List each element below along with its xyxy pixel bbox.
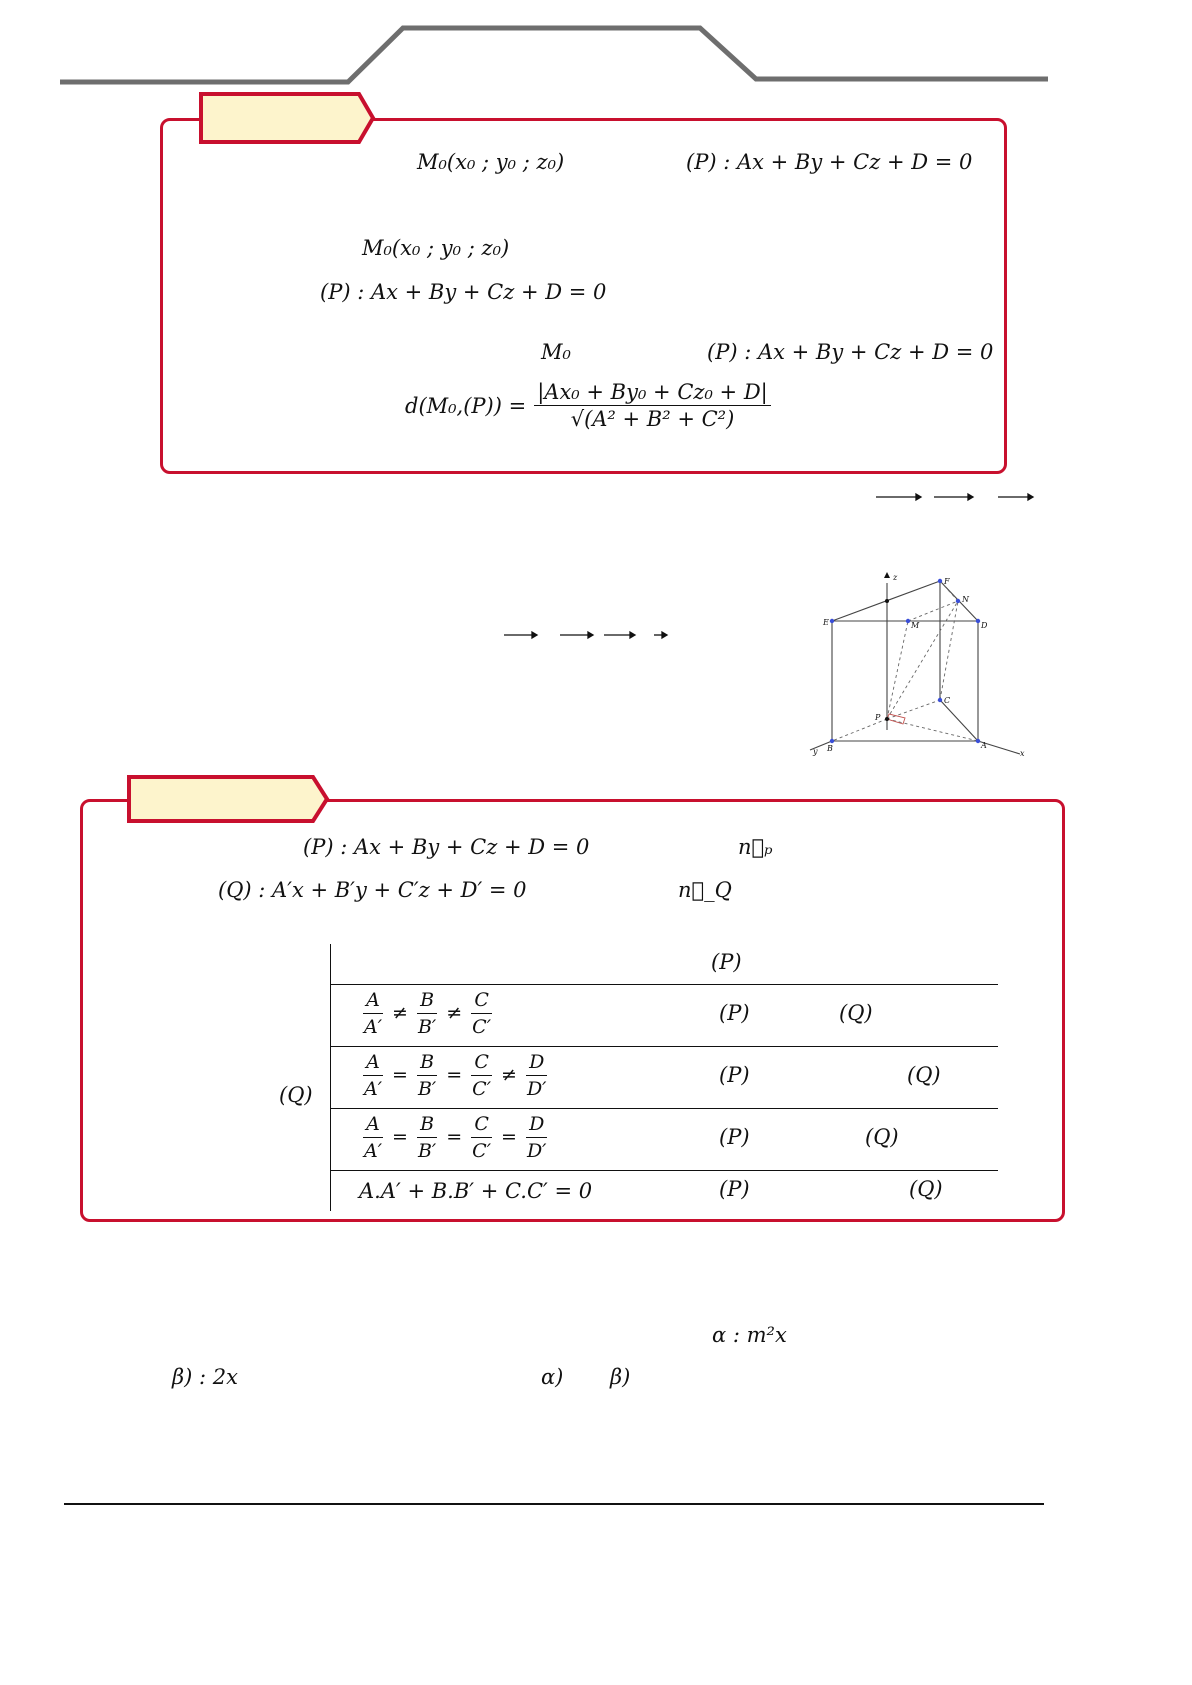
plane-p-distance: (P) : Ax + By + Cz + D = 0: [707, 340, 994, 364]
distance-fraction: [534, 380, 771, 431]
cond-coincide: $\frac{A}{A'}$ = $\frac{B}{B'}$ = $\frac{C}{C'}$ = $\frac{D}{D'}$: [364, 1113, 547, 1162]
distance-numerator: |Ax₀ + By₀ + Cz₀ + D|: [534, 380, 771, 406]
row2-p: (P): [719, 1063, 750, 1087]
header-p: (P): [711, 950, 742, 974]
distance-denominator: √(A² + B² + C²): [570, 407, 735, 431]
row1-p: (P): [719, 1001, 750, 1025]
label-a: A: [981, 741, 987, 750]
label-x: x: [1020, 749, 1025, 758]
header-rule: [60, 28, 1048, 82]
table-row: [330, 1047, 998, 1109]
section-tag-2: [127, 775, 332, 825]
plane-p-equation: (P) : Ax + By + Cz + D = 0: [686, 150, 973, 174]
cond-perpendicular: A.A′ + B.B′ + C.C′ = 0: [359, 1179, 593, 1203]
label-d: D: [981, 621, 988, 630]
header-ornament: [0, 0, 1192, 100]
prism-figure: [805, 570, 1045, 770]
row3-q: (Q): [865, 1125, 899, 1149]
label-b: B: [827, 744, 833, 753]
label-m: M: [911, 621, 920, 630]
normal-vector-q: n⃗_Q: [678, 878, 732, 902]
label-f: F: [944, 577, 950, 586]
distance-lhs: d(M₀,(P)) =: [405, 393, 527, 418]
label-e: E: [823, 618, 829, 627]
table-row: [330, 1171, 998, 1211]
row3-p: (P): [719, 1125, 750, 1149]
plane-p-given: (P) : Ax + By + Cz + D = 0: [320, 280, 607, 304]
label-y: y: [813, 747, 818, 756]
alpha-paren: α): [541, 1365, 564, 1389]
table-left-label: (Q): [279, 1083, 313, 1107]
footer-rule: [64, 1503, 1044, 1505]
beta-equation: β) : 2x: [172, 1365, 238, 1389]
row4-q: (Q): [909, 1177, 943, 1201]
row1-q: (Q): [839, 1001, 873, 1025]
point-m0-given: M₀(x₀ ; y₀ ; z₀): [362, 236, 510, 260]
vector-arrows-top: [872, 490, 1042, 504]
label-p: P: [875, 713, 881, 722]
point-m0: M₀(x₀ ; y₀ ; z₀): [417, 150, 565, 174]
normal-vector-p: n⃗ₚ: [738, 835, 773, 859]
label-z: z: [893, 573, 898, 582]
label-c: C: [944, 696, 951, 705]
vector-arrows-mid: [502, 628, 672, 642]
cond-intersect: $\frac{A}{A'}$ ≠ $\frac{B}{B'}$ ≠ $\frac{C}{C'}$: [364, 989, 492, 1038]
distance-formula: [405, 380, 773, 431]
plane-q-box2: (Q) : A′x + B′y + C′z + D′ = 0: [218, 878, 527, 902]
beta-paren: β): [610, 1365, 631, 1389]
table-row: [330, 985, 998, 1047]
table-header-row: [330, 944, 998, 985]
alpha-equation: α : m²x: [712, 1323, 787, 1347]
plane-p-box2: (P) : Ax + By + Cz + D = 0: [303, 835, 590, 859]
section-tag-1: [199, 92, 379, 148]
position-table: [330, 944, 998, 1211]
row4-p: (P): [719, 1177, 750, 1201]
table-row: [330, 1109, 998, 1171]
label-n: N: [962, 595, 969, 604]
cond-parallel: $\frac{A}{A'}$ = $\frac{B}{B'}$ = $\frac{C}{C'}$ ≠ $\frac{D}{D'}$: [364, 1051, 547, 1100]
point-m0-short: M₀: [541, 340, 571, 364]
row2-q: (Q): [907, 1063, 941, 1087]
